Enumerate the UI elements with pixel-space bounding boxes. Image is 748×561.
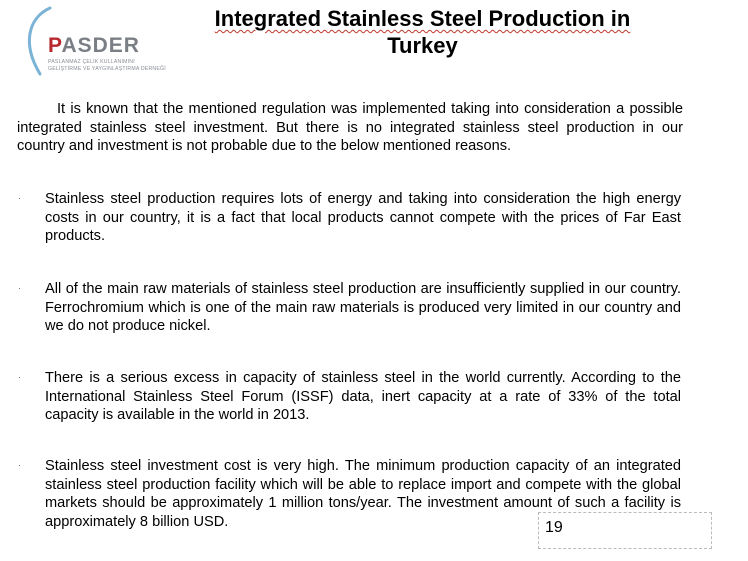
logo-wordmark-accent: P [48, 34, 62, 57]
bullet-marker: · [18, 460, 21, 470]
logo-subtitle-line2: GELİŞTİRME VE YAYGINLAŞTIRMA DERNEĞİ [48, 66, 166, 72]
bullet-text: Stainless steel production requires lots of energy and taking into consideration the high energy costs in our country, it is a fact that local products cannot compete with the prices of Far East products. [45, 191, 681, 244]
bullet-marker: · [18, 283, 21, 293]
page-number-box [538, 512, 712, 549]
bullet-marker: · [18, 193, 21, 203]
pasder-logo [10, 4, 170, 80]
intro-paragraph: It is known that the mentioned regulation was implemented taking into consideration a possible integrated stainless steel investment. But there is no integrated stainless steel production in our country and investment is not probable due to the below mentioned reasons. [17, 101, 683, 154]
page-number: 19 [545, 519, 563, 536]
bullet-text: All of the main raw materials of stainless steel production are insufficiently supplied in our country. Ferrochromium which is one of the main raw materials is produced very limited in our country and we do not produce nickel. [45, 281, 681, 334]
bullet-text: There is a serious excess in capacity of stainless steel in the world currently. According to the International Stainless Steel Forum (ISSF) data, inert capacity at a rate of 33% of the total capacity is available in the world in 2013. [45, 370, 681, 423]
page-title-line1: Integrated Stainless Steel Production in [214, 6, 631, 31]
bullet-text: Stainless steel investment cost is very high. The minimum production capacity of an integrated stainless steel production facility which will be able to replace import and compete with the global markets should be approximately 1 million tons/year. The investment amount of such a facility is approximately 8 billion USD. [45, 458, 681, 530]
page-title [170, 5, 675, 59]
page-title-line2: Turkey [387, 33, 458, 58]
bullet-marker: · [18, 372, 21, 382]
logo-wordmark [48, 34, 140, 58]
logo-wordmark-rest: ASDER [61, 34, 140, 57]
logo-subtitle-line1: PASLANMAZ ÇELİK KULLANIMINI [48, 59, 135, 65]
